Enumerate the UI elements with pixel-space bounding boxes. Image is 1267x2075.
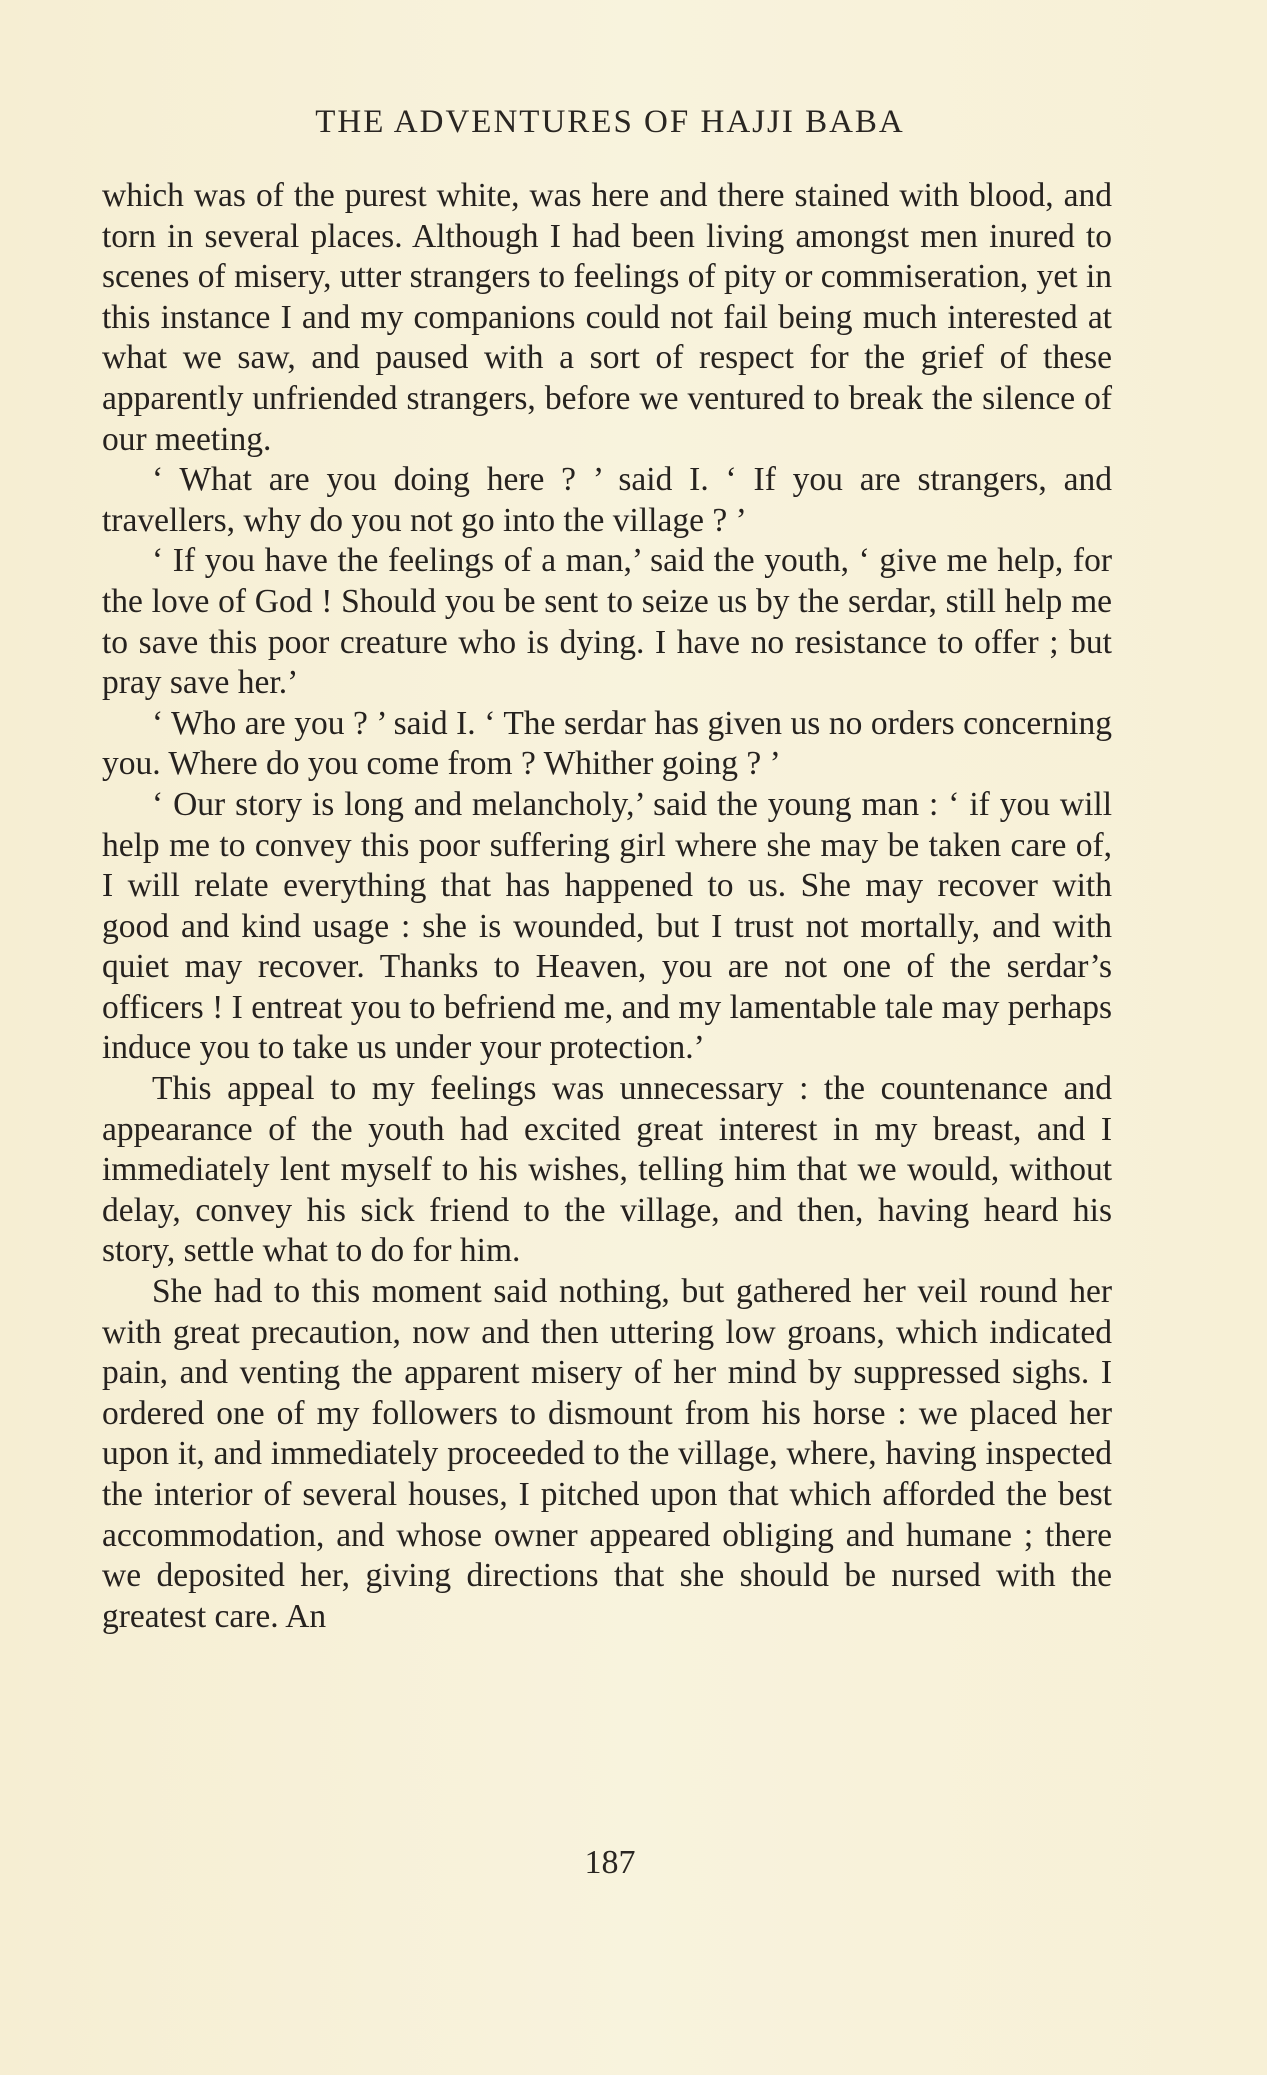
paragraph: which was of the purest white, was here and there stained with blood, and torn in several places. Although I had been living amongst men inured to scenes of misery, utter strangers to feelings of pity or commiseration, yet in this instance I and my companions could not fail being much interested at what we saw, and paused with a sort of respect for the grief of these apparently unfriended strangers, before we ventured to break the silence of our meeting. <box>102 177 1113 458</box>
paragraph: ‘ What are you doing here ? ’ said I. ‘ If you are strangers, and travellers, why do you not go into the village ? ’ <box>102 461 1112 539</box>
paragraph: This appeal to my feelings was unnecessary : the countenance and appearance of the youth had excited great interest in my breast, and I immediately lent myself to his wishes, telling him that we would, without delay, convey his sick friend to the village, and then, having heard his story, settle what to do for him. <box>102 1070 1112 1270</box>
paragraph: ‘ Our story is long and melancholy,’ said the young man : ‘ if you will help me to convey this poor suffering girl where she may be taken care of, I will relate everything that has happened to us. She may recover with good and kind usage : she is wounded, but I trust not mortally, and with quiet may recover. Thanks to Heaven, you are not one of the serdar’s officers ! I entreat you to befriend me, and my lamentable tale may perhaps induce you to take us under your protection.’ <box>102 785 1112 1067</box>
body-text <box>102 176 1112 1637</box>
running-head: THE ADVENTURES OF HAJJI BABA <box>315 104 905 140</box>
paragraph: ‘ Who are you ? ’ said I. ‘ The serdar has given us no orders concerning you. Where do you come from ? Whither going ? ’ <box>102 704 1112 783</box>
paragraph: ‘ If you have the feelings of a man,’ said the youth, ‘ give me help, for the love of God ! Should you be sent to seize us by the serdar, still help me to save this poor creature who is dying. I have no resistance to offer ; but pray save her.’ <box>102 542 1112 702</box>
page-number: 187 <box>584 1844 636 1881</box>
paragraph: She had to this moment said nothing, but gathered her veil round her with great precaution, now and then uttering low groans, which indicated pain, and venting the apparent misery of her mind by suppressed sighs. I ordered one of my followers to dismount from his horse : we placed her upon it, and immediately proceeded to the village, where, having inspected the interior of several houses, I pitched upon that which afforded the best accommodation, and whose owner appeared obliging and humane ; there we deposited her, giving directions that she should be nursed with the greatest care. An <box>102 1273 1112 1635</box>
